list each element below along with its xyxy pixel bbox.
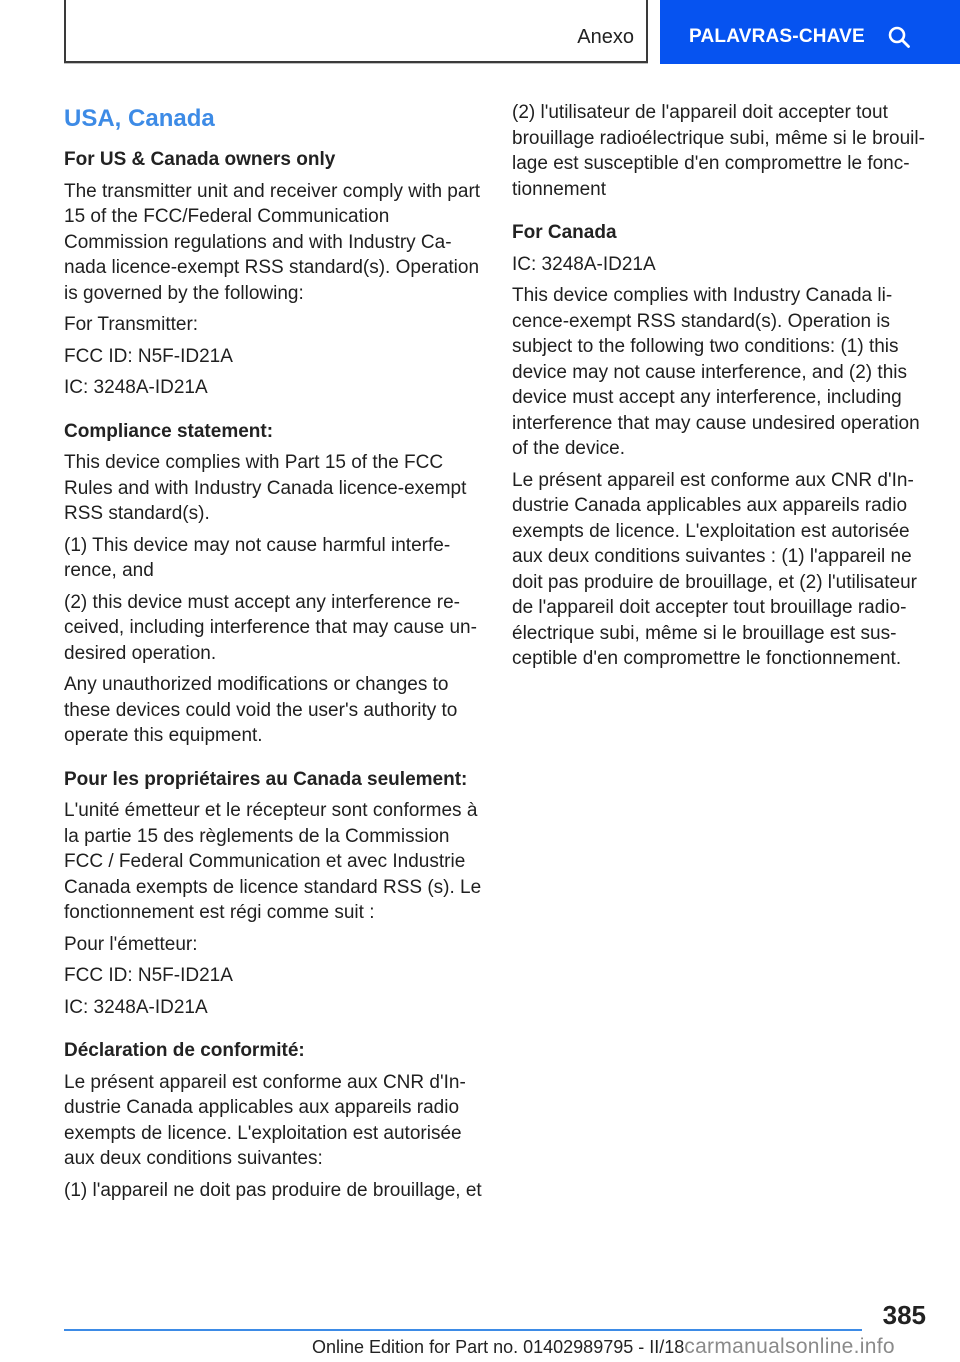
- heading-fr-declaration: Déclaration de conformité:: [64, 1040, 305, 1061]
- paragraph-fcc-id: FCC ID: N5F-ID21A: [64, 345, 233, 367]
- paragraph-fr-emetteur: Pour l'émetteur:: [64, 933, 198, 955]
- heading-fr-owners: Pour les propriétaires au Canada seulement:: [64, 768, 468, 790]
- footer-divider: [64, 1329, 862, 1331]
- paragraph-fr-statement: Le présent appareil est conforme aux CNR d'In-dustrie Canada applicables aux appareils radio exempts de licence. L'exploitation est autorisée aux deux conditions suivantes : (1) l'appareil ne doit pas produire de brouillage, et (2) l'utilisateur de l'appareil doit accepter tout brouillage radio-électrique subi, même si le brouillage est sus-ceptible d'en compromettre le fonctionnement.: [512, 469, 917, 669]
- paragraph-canada-ic: IC: 3248A-ID21A: [512, 253, 656, 275]
- heading-compliance-statement: Compliance statement:: [64, 420, 274, 442]
- keywords-button[interactable]: [660, 0, 960, 64]
- heading-us-canada-owners: For US & Canada owners only: [64, 149, 336, 170]
- paragraph-fr-fcc-id: FCC ID: N5F-ID21A: [64, 965, 233, 986]
- paragraph-ic: IC: 3248A-ID21A: [64, 377, 208, 398]
- header-section-box: [64, 0, 648, 63]
- keywords-button-label: PALAVRAS-CHAVE: [689, 26, 865, 47]
- left-column: [64, 100, 484, 1209]
- edition-text: Online Edition for Part no. 01402989795 - II/18: [312, 1337, 685, 1357]
- paragraph-condition-2: (2) this device must accept any interference re-ceived, including interference that may cause un-desired operation.: [64, 591, 477, 664]
- page-title: USA, Canada: [64, 105, 215, 132]
- footer-edition: [312, 1335, 895, 1359]
- paragraph-en-statement: This device complies with Industry Canada li-cence-exempt RSS standard(s). Operation is subject to the following two conditions: (1) this device may not cause interference, and (2) this device must accept any interference, including interference that may cause undesired operation of the device.: [512, 285, 920, 459]
- paragraph-fr-declaration: Le présent appareil est conforme aux CNR d'In-dustrie Canada applicables aux appareils radio exempts de licence. L'exploitation est autorisée aux deux conditions suivantes:: [64, 1071, 466, 1169]
- paragraph-compliance: This device complies with Part 15 of the FCC Rules and with Industry Canada licence-exempt RSS standard(s).: [64, 452, 467, 524]
- heading-for-canada: For Canada: [512, 222, 617, 243]
- section-label: Anexo: [577, 26, 634, 48]
- paragraph-unauthorized: Any unauthorized modifications or changes to these devices could void the user's authority to operate this equipment.: [64, 674, 458, 746]
- paragraph-condition-1: (1) This device may not cause harmful interfe-rence, and: [64, 534, 451, 581]
- page-number: 385: [882, 1300, 926, 1330]
- paragraph-fr-condition-1: (1) l'appareil ne doit pas produire de brouillage, et: [64, 1179, 482, 1201]
- paragraph-fr-ic: IC: 3248A-ID21A: [64, 996, 208, 1018]
- paragraph-for-transmitter: For Transmitter:: [64, 314, 199, 335]
- watermark-text: carmanualsonline.info: [684, 1335, 895, 1358]
- paragraph-intro: The transmitter unit and receiver comply with part 15 of the FCC/Federal Communication Commission regulations and with Industry Ca-nada licence-exempt RSS standard(s). Operation is governed by the following:: [64, 180, 481, 304]
- right-column: [512, 100, 932, 678]
- search-icon: [887, 25, 911, 49]
- paragraph-fr-condition-2: (2) l'utilisateur de l'appareil doit accepter tout brouillage radioélectrique subi, même si le brouil-lage est susceptible d'en compromettre le fonc-tionnement: [512, 102, 925, 200]
- paragraph-fr-intro: L'unité émetteur et le récepteur sont conformes à la partie 15 des règlements de la Commission FCC / Federal Communication et avec Industrie Canada exempts de licence standard RSS (s). Le fonctionnement est régi comme suit :: [64, 800, 482, 923]
